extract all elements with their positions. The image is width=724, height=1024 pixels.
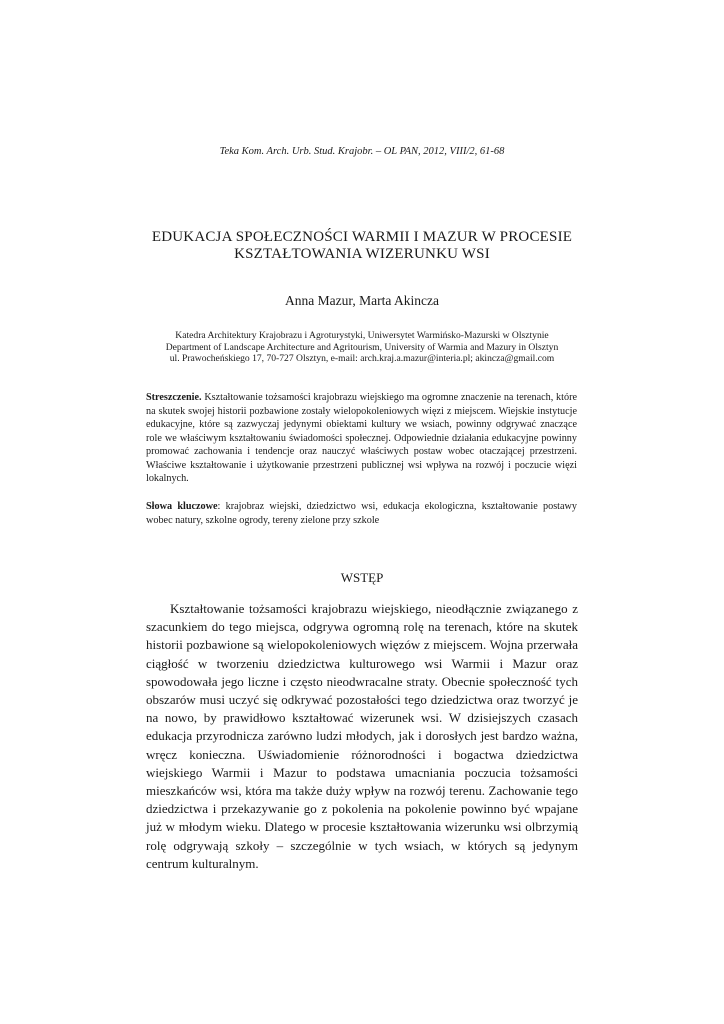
journal-citation: Teka Kom. Arch. Urb. Stud. Krajobr. – OL PAN, 2012, VIII/2, 61-68 [219,146,505,157]
abstract [146,391,577,486]
section-heading: WSTĘP [340,570,384,585]
affiliation-line-1: Katedra Architektury Krajobrazu i Agroturystyki, Uniwersytet Warmińsko-Mazurski w Olsztynie [175,330,549,341]
paper-title-line-2: KSZTAŁTOWANIA WIZERUNKU WSI [234,246,490,262]
keywords-text: : krajobraz wiejski, dziedzictwo wsi, edukacja ekologiczna, kształtowanie postawy wobec natury, szkolne ogrody, tereny zielone przy szkole [146,501,577,526]
paper-title-line-1: EDUKACJA SPOŁECZNOŚCI WARMII I MAZUR W PROCESIE [151,229,573,245]
abstract-text: Kształtowanie tożsamości krajobrazu wiejskiego ma ogromne znaczenie na terenach, które na skutek swojej historii pozbawione zostały wielopokoleniowych więzi z miejscem. Wiejskie instytucje edukacyjne, które są zazwyczaj jedynymi obiektami kultury we wsiach, powinny odgrywać znaczące role we właściwym kształtowaniu świadomości społecznej. Odpowiednie działania edukacyjne powinny promować zachowania i tendencje oraz nauczyć właściwych postaw wobec otaczającej przestrzeni. Właściwe kształtowanie i użytkowanie przestrzeni publicznej wsi wpływa na rozwój i poczucie więzi lokalnych. [146,392,577,484]
authors: Anna Mazur, Marta Akincza [285,293,439,308]
affiliation-line-3: ul. Prawocheńskiego 17, 70-727 Olsztyn, e-mail: arch.kraj.a.mazur@interia.pl; akincza@gmail.com [169,353,555,364]
abstract-label: Streszczenie. [146,392,202,403]
keywords-label: Słowa kluczowe [146,501,218,512]
body-text [146,600,578,873]
affiliation [100,330,624,365]
keywords [146,500,577,527]
paper-title [120,229,604,263]
affiliation-line-2: Department of Landscape Architecture and Agritourism, University of Warmia and Mazury in Olsztyn [165,341,559,353]
body-paragraph: Kształtowanie tożsamości krajobrazu wiejskiego, nieodłącznie związanego z szacunkiem do tego miejsca, odgrywa ogromną rolę na terenach, które na skutek historii pozbawione są wielopokoleniowych więzów z miejscem. Wojna przerwała ciągłość w tworzeniu dziedzictwa kulturowego wsi Warmii i Mazur oraz spowodowała jego liczne i często nieodwracalne straty. Obecnie społeczność tych obszarów musi uczyć się odkrywać pozostałości tego dziedzictwa oraz tworzyć je na nowo, by prawidłowo kształtować wizerunek wsi. W dzisiejszych czasach edukacja przyrodnicza zarówno ludzi młodych, jak i dorosłych jest bardzo ważna, wręcz konieczna. Uświadomienie różnorodności i bogactwa dziedzictwa wiejskiego Warmii i Mazur to podstawa umacniania poczucia tożsamości mieszkańców wsi, która ma także duży wpływ na rozwój terenu. Zachowanie tego dziedzictwa i przekazywanie go z pokolenia na pokolenie powinno być wpajane już w młodym wieku. Dlatego w procesie kształtowania wizerunku wsi olbrzymią rolę odgrywają szkoły – szczególnie w tych wsiach, w których są jedynym centrum kulturalnym. [146,601,578,871]
